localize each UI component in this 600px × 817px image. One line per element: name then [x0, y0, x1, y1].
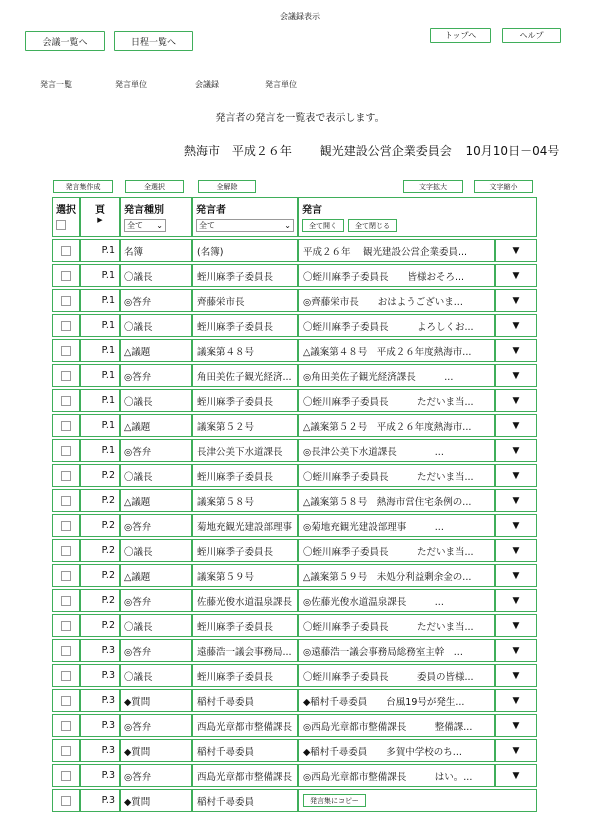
- row-page: P.1: [80, 364, 120, 387]
- row-checkbox[interactable]: [61, 246, 71, 256]
- row-speaker: 議案第５２号: [192, 414, 298, 437]
- row-page: P.3: [80, 714, 120, 737]
- meeting-date: 10月10日－04号: [465, 144, 560, 158]
- row-speaker: 長津公美下水道課長: [192, 439, 298, 462]
- row-checkbox[interactable]: [61, 371, 71, 381]
- row-checkbox[interactable]: [61, 571, 71, 581]
- close-all-button[interactable]: 全て閉じる: [348, 219, 397, 232]
- expand-icon[interactable]: ▼: [495, 664, 537, 687]
- page-sort-icon[interactable]: ▶: [97, 216, 103, 224]
- expand-icon[interactable]: ▼: [495, 339, 537, 362]
- row-speech-text[interactable]: 〇蛭川麻季子委員長 ただいま当...: [298, 614, 495, 637]
- row-checkbox[interactable]: [61, 671, 71, 681]
- row-select-cell: [52, 739, 80, 762]
- row-speaker: 蛭川麻季子委員長: [192, 314, 298, 337]
- expand-icon[interactable]: ▼: [495, 439, 537, 462]
- kind-filter-value: 全て: [127, 221, 143, 230]
- row-select-cell: [52, 289, 80, 312]
- expand-icon[interactable]: ▼: [495, 264, 537, 287]
- row-speech-cell: [298, 789, 537, 812]
- expand-icon[interactable]: ▼: [495, 564, 537, 587]
- row-speaker: 蛭川麻季子委員長: [192, 614, 298, 637]
- row-speaker: 議案第５９号: [192, 564, 298, 587]
- menu-speech-list[interactable]: 発言一覧: [40, 80, 72, 89]
- chevron-down-icon: ⌄: [284, 221, 291, 230]
- row-kind: △議題: [120, 339, 192, 362]
- expand-icon[interactable]: ▼: [495, 689, 537, 712]
- row-speech-text[interactable]: 〇蛭川麻季子委員長 委員の皆様...: [298, 664, 495, 687]
- copy-to-collection-button[interactable]: 発言集にコピー: [303, 794, 366, 807]
- help-button[interactable]: ヘルプ: [502, 28, 561, 43]
- row-page: P.1: [80, 389, 120, 412]
- menu-minutes[interactable]: 会議録: [195, 80, 219, 89]
- row-kind: ◎答弁: [120, 364, 192, 387]
- row-select-cell: [52, 239, 80, 262]
- row-kind: △議題: [120, 489, 192, 512]
- open-all-button[interactable]: 全て開く: [302, 219, 344, 232]
- menu-speech-unit-2[interactable]: 発言単位: [265, 80, 297, 89]
- row-checkbox[interactable]: [61, 621, 71, 631]
- row-checkbox[interactable]: [61, 396, 71, 406]
- row-select-cell: [52, 714, 80, 737]
- row-checkbox[interactable]: [61, 321, 71, 331]
- row-speaker: 菊地充観光建設部理事: [192, 514, 298, 537]
- meeting-year: 平成２６年: [231, 144, 292, 158]
- row-select-cell: [52, 389, 80, 412]
- expand-icon[interactable]: ▼: [495, 289, 537, 312]
- font-smaller-button[interactable]: 文字縮小: [474, 180, 533, 193]
- font-larger-button[interactable]: 文字拡大: [403, 180, 463, 193]
- row-page: P.1: [80, 264, 120, 287]
- row-kind: ◎答弁: [120, 514, 192, 537]
- row-select-cell: [52, 639, 80, 662]
- row-speaker: 角田美佐子観光経済...: [192, 364, 298, 387]
- row-speaker: 議案第４８号: [192, 339, 298, 362]
- row-speech-text[interactable]: ◎西島光章都市整備課長 整備課...: [298, 714, 495, 737]
- meeting-list-button[interactable]: 会議一覧へ: [25, 31, 105, 51]
- row-page: P.2: [80, 589, 120, 612]
- row-page: P.1: [80, 314, 120, 337]
- row-kind: 〇議長: [120, 389, 192, 412]
- row-checkbox[interactable]: [61, 796, 71, 806]
- row-checkbox[interactable]: [61, 346, 71, 356]
- expand-icon[interactable]: ▼: [495, 714, 537, 737]
- row-page: P.1: [80, 439, 120, 462]
- row-page: P.2: [80, 514, 120, 537]
- row-select-cell: [52, 314, 80, 337]
- row-select-cell: [52, 564, 80, 587]
- row-speech-text[interactable]: 平成２６年 観光建設公営企業委員...: [298, 239, 495, 262]
- row-select-cell: [52, 414, 80, 437]
- row-page: P.3: [80, 789, 120, 812]
- row-select-cell: [52, 514, 80, 537]
- expand-icon[interactable]: ▼: [495, 414, 537, 437]
- schedule-list-button[interactable]: 日程一覧へ: [114, 31, 193, 51]
- meeting-committee: 観光建設公営企業委員会: [319, 144, 452, 158]
- row-kind: ◎答弁: [120, 439, 192, 462]
- expand-icon[interactable]: ▼: [495, 464, 537, 487]
- row-select-cell: [52, 439, 80, 462]
- row-speaker: 蛭川麻季子委員長: [192, 539, 298, 562]
- row-page: P.3: [80, 764, 120, 787]
- row-checkbox[interactable]: [61, 746, 71, 756]
- row-checkbox[interactable]: [61, 596, 71, 606]
- row-page: P.1: [80, 414, 120, 437]
- header-select: [52, 197, 80, 237]
- kind-filter-select[interactable]: [124, 219, 166, 232]
- row-speaker: (名簿): [192, 239, 298, 262]
- speaker-filter-select[interactable]: [196, 219, 294, 232]
- page-title: 会議録表示: [280, 12, 320, 21]
- expand-icon[interactable]: ▼: [495, 589, 537, 612]
- row-select-cell: [52, 339, 80, 362]
- row-speech-text[interactable]: ◎齊藤栄市長 おはようございま...: [298, 289, 495, 312]
- expand-icon[interactable]: ▼: [495, 364, 537, 387]
- row-speaker: 蛭川麻季子委員長: [192, 664, 298, 687]
- row-checkbox[interactable]: [61, 521, 71, 531]
- row-kind: 〇議長: [120, 539, 192, 562]
- expand-icon[interactable]: ▼: [495, 739, 537, 762]
- row-kind: ◎答弁: [120, 714, 192, 737]
- row-speaker: 稲村千尋委員: [192, 689, 298, 712]
- row-speaker: 蛭川麻季子委員長: [192, 264, 298, 287]
- create-collection-button[interactable]: 発言集作成: [53, 180, 113, 193]
- header-page: [80, 197, 120, 237]
- row-page: P.2: [80, 464, 120, 487]
- row-speaker: 稲村千尋委員: [192, 789, 298, 812]
- row-speech-text[interactable]: 〇蛭川麻季子委員長 よろしくお...: [298, 314, 495, 337]
- row-speaker: 西島光章都市整備課長: [192, 714, 298, 737]
- header-speech-label: 発言: [302, 205, 322, 216]
- row-speech-text[interactable]: ◆稲村千尋委員 多賀中学校のち...: [298, 739, 495, 762]
- row-select-cell: [52, 664, 80, 687]
- row-kind: ◎答弁: [120, 764, 192, 787]
- expand-icon[interactable]: ▼: [495, 539, 537, 562]
- meeting-city: 熱海市: [184, 144, 221, 158]
- row-speaker: 蛭川麻季子委員長: [192, 389, 298, 412]
- row-checkbox[interactable]: [61, 771, 71, 781]
- row-select-cell: [52, 614, 80, 637]
- row-kind: 〇議長: [120, 464, 192, 487]
- row-select-cell: [52, 689, 80, 712]
- header-speaker: [192, 197, 298, 237]
- row-speaker: 齊藤栄市長: [192, 289, 298, 312]
- row-kind: 〇議長: [120, 664, 192, 687]
- row-select-cell: [52, 589, 80, 612]
- row-kind: ◎答弁: [120, 639, 192, 662]
- header-select-label: 選択: [56, 205, 76, 216]
- row-select-cell: [52, 539, 80, 562]
- row-speech-text[interactable]: ◎遠藤浩一議会事務局総務室主幹 ...: [298, 639, 495, 662]
- deselect-all-button[interactable]: 全解除: [198, 180, 256, 193]
- row-select-cell: [52, 489, 80, 512]
- row-speech-text[interactable]: 〇蛭川麻季子委員長 ただいま当...: [298, 539, 495, 562]
- row-speech-text[interactable]: ◆稲村千尋委員 台風19号が発生...: [298, 689, 495, 712]
- row-kind: 名簿: [120, 239, 192, 262]
- row-checkbox[interactable]: [61, 496, 71, 506]
- row-checkbox[interactable]: [61, 546, 71, 556]
- expand-icon[interactable]: ▼: [495, 514, 537, 537]
- row-speech-text[interactable]: ◎菊地充観光建設部理事 ...: [298, 514, 495, 537]
- row-kind: △議題: [120, 564, 192, 587]
- row-checkbox[interactable]: [61, 646, 71, 656]
- row-page: P.2: [80, 489, 120, 512]
- row-page: P.2: [80, 564, 120, 587]
- row-page: P.3: [80, 664, 120, 687]
- expand-icon[interactable]: ▼: [495, 239, 537, 262]
- row-speaker: 西島光章都市整備課長: [192, 764, 298, 787]
- row-kind: 〇議長: [120, 314, 192, 337]
- header-speaker-label: 発言者: [196, 205, 226, 216]
- row-select-cell: [52, 764, 80, 787]
- row-page: P.1: [80, 289, 120, 312]
- row-checkbox[interactable]: [61, 296, 71, 306]
- row-kind: 〇議長: [120, 614, 192, 637]
- description: 発言者の発言を一覧表で表示します。: [215, 113, 385, 124]
- row-select-cell: [52, 364, 80, 387]
- row-page: P.2: [80, 539, 120, 562]
- row-speech-text[interactable]: 〇蛭川麻季子委員長 ただいま当...: [298, 389, 495, 412]
- select-all-checkbox[interactable]: [56, 220, 66, 230]
- row-page: P.3: [80, 639, 120, 662]
- row-speaker: 議案第５８号: [192, 489, 298, 512]
- row-speech-text[interactable]: ◎佐藤光俊水道温泉課長 ...: [298, 589, 495, 612]
- header-kind-label: 発言種別: [124, 205, 164, 216]
- expand-icon[interactable]: ▼: [495, 614, 537, 637]
- row-checkbox[interactable]: [61, 721, 71, 731]
- row-speech-text[interactable]: ◎長津公美下水道課長 ...: [298, 439, 495, 462]
- row-speech-text[interactable]: 〇蛭川麻季子委員長 ただいま当...: [298, 464, 495, 487]
- row-speaker: 遠藤浩一議会事務局...: [192, 639, 298, 662]
- row-speech-text[interactable]: △議案第５８号 熱海市営住宅条例の...: [298, 489, 495, 512]
- row-speech-text[interactable]: 〇蛭川麻季子委員長 皆様おそろ...: [298, 264, 495, 287]
- row-page: P.1: [80, 239, 120, 262]
- row-checkbox[interactable]: [61, 696, 71, 706]
- row-speech-text[interactable]: ◎西島光章都市整備課長 はい。...: [298, 764, 495, 787]
- row-speech-text[interactable]: △議案第５２号 平成２６年度熱海市...: [298, 414, 495, 437]
- row-page: P.3: [80, 689, 120, 712]
- row-select-cell: [52, 464, 80, 487]
- speaker-filter-value: 全て: [199, 221, 215, 230]
- row-kind: ◎答弁: [120, 589, 192, 612]
- row-checkbox[interactable]: [61, 446, 71, 456]
- chevron-down-icon: ⌄: [156, 221, 163, 230]
- row-kind: ◆質問: [120, 689, 192, 712]
- expand-icon[interactable]: ▼: [495, 389, 537, 412]
- row-page: P.1: [80, 339, 120, 362]
- row-checkbox[interactable]: [61, 471, 71, 481]
- meeting-title: [184, 142, 559, 159]
- row-kind: 〇議長: [120, 264, 192, 287]
- row-kind: ◆質問: [120, 789, 192, 812]
- expand-icon[interactable]: ▼: [495, 764, 537, 787]
- row-checkbox[interactable]: [61, 271, 71, 281]
- select-all-button[interactable]: 全選択: [125, 180, 184, 193]
- header-page-label: 頁: [95, 205, 105, 216]
- row-select-cell: [52, 789, 80, 812]
- row-speech-text[interactable]: △議案第５９号 未処分利益剰余金の...: [298, 564, 495, 587]
- expand-icon[interactable]: ▼: [495, 639, 537, 662]
- row-kind: ◆質問: [120, 739, 192, 762]
- row-speaker: 蛭川麻季子委員長: [192, 464, 298, 487]
- row-kind: △議題: [120, 414, 192, 437]
- row-speech-text[interactable]: △議案第４８号 平成２６年度熱海市...: [298, 339, 495, 362]
- expand-icon[interactable]: ▼: [495, 489, 537, 512]
- row-speaker: 稲村千尋委員: [192, 739, 298, 762]
- row-page: P.2: [80, 614, 120, 637]
- row-speaker: 佐藤光俊水道温泉課長: [192, 589, 298, 612]
- row-kind: ◎答弁: [120, 289, 192, 312]
- menu-speech-unit[interactable]: 発言単位: [115, 80, 147, 89]
- row-select-cell: [52, 264, 80, 287]
- header-speech: [298, 197, 537, 237]
- header-kind: [120, 197, 192, 237]
- expand-icon[interactable]: ▼: [495, 314, 537, 337]
- row-checkbox[interactable]: [61, 421, 71, 431]
- row-speech-text[interactable]: ◎角田美佐子観光経済課長 ...: [298, 364, 495, 387]
- top-button[interactable]: トップへ: [430, 28, 491, 43]
- row-page: P.3: [80, 739, 120, 762]
